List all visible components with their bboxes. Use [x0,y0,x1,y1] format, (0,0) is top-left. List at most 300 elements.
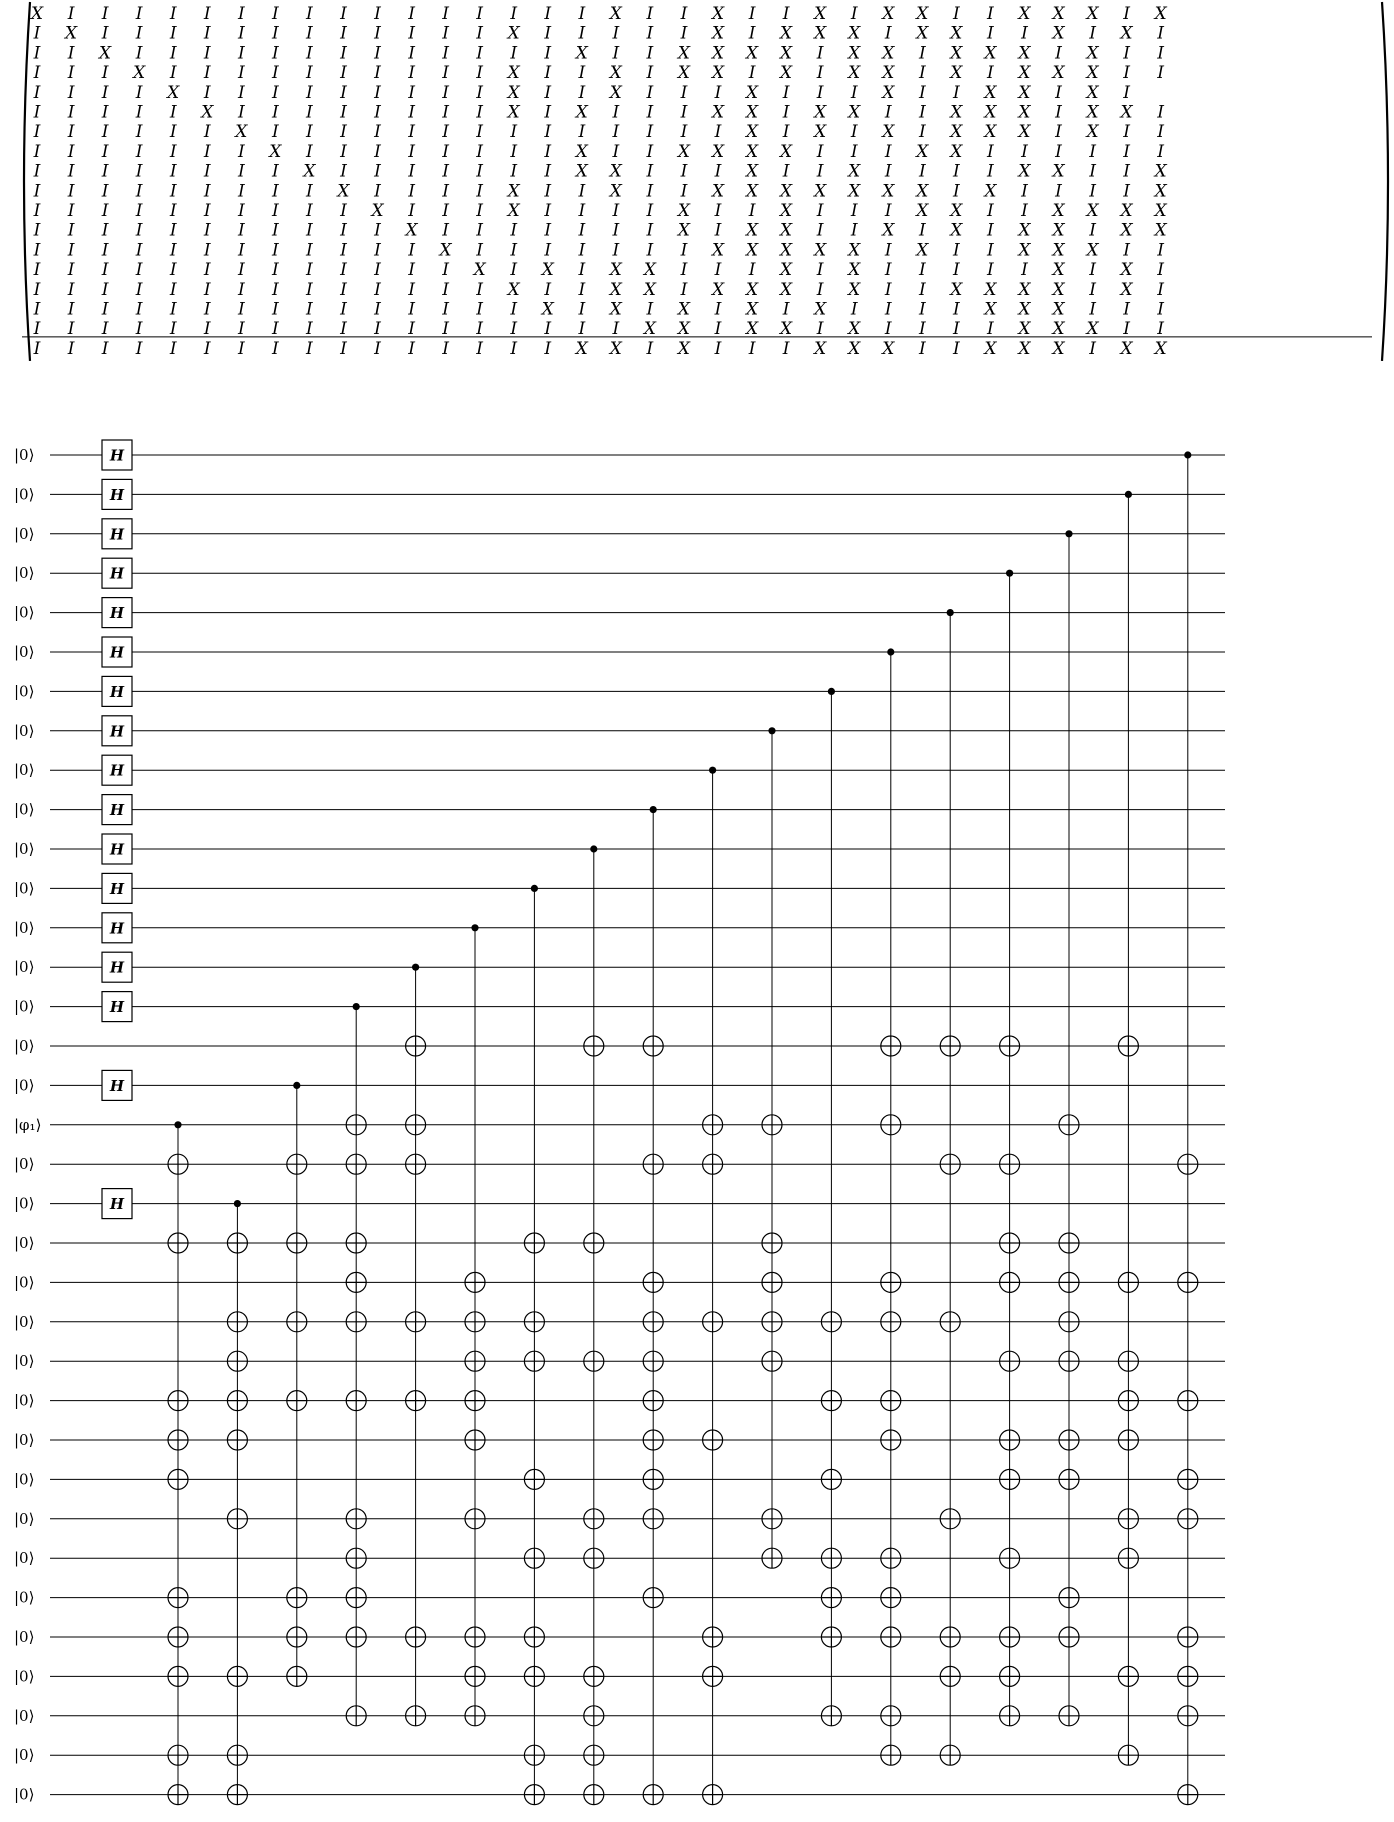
matrix-cell: X [745,299,759,320]
matrix-cell: I [816,63,824,84]
matrix-cell: I [340,4,347,24]
matrix-cell: X [30,4,44,24]
matrix-cell: I [884,201,892,221]
matrix-cell: I [33,181,41,202]
matrix-cell: I [203,220,211,241]
matrix-cell: I [646,299,654,320]
matrix-cell: X [1052,240,1065,261]
matrix-cell: I [510,220,518,241]
matrix-cell: I [680,181,688,202]
input-ket-label: |0⟩ [14,840,35,858]
matrix-cell: I [748,260,756,281]
matrix-cell: I [850,201,858,221]
hadamard-gate-label: H [109,643,125,662]
matrix-cell: X [711,240,725,261]
matrix-cell: I [544,201,552,221]
matrix-cell: I [33,122,41,143]
matrix-cell: I [442,63,449,84]
matrix-cell: X [814,4,827,24]
matrix-cell: I [271,319,279,340]
matrix-cell: X [677,141,691,162]
matrix-cell: I [612,43,620,64]
matrix-cell: X [984,299,997,320]
matrix-cell: I [67,122,75,143]
matrix-cell: I [442,43,449,64]
matrix-cell: I [408,4,415,24]
input-ket-label: |0⟩ [14,879,35,898]
matrix-cell: I [203,201,211,221]
matrix-cell: X [950,63,963,84]
matrix-cell: I [544,220,552,241]
matrix-cell: I [306,338,313,359]
matrix-cell: I [646,141,654,162]
matrix-cell: X [1018,161,1031,182]
hadamard-gate-label: H [109,919,125,938]
matrix-cell: X [1018,279,1031,300]
matrix-cell: X [745,220,759,241]
matrix-cell: I [374,319,381,340]
matrix-cell: I [169,181,177,202]
input-ket-label: |0⟩ [14,1352,35,1371]
input-ket-label: |0⟩ [14,643,35,661]
matrix-cell: X [882,338,895,359]
matrix-cell: X [1086,63,1099,84]
matrix-cell: I [237,23,245,44]
matrix-cell: X [745,82,759,103]
matrix-cell: X [916,181,929,202]
matrix-cell: I [203,279,211,300]
matrix-cell: I [340,141,347,162]
matrix-cell: I [782,161,790,182]
matrix-cell: I [476,240,484,261]
matrix-cell: I [578,201,586,221]
matrix-cell: I [101,141,109,162]
matrix-cell: X [1052,319,1065,340]
matrix-cell: I [1089,23,1096,44]
matrix-cell: I [67,181,75,202]
matrix-cell: X [1052,161,1065,182]
matrix-cell: X [303,161,316,182]
matrix-cell: I [646,201,654,221]
matrix-cell: X [745,122,759,143]
control-dot [412,964,419,971]
matrix-cell: X [780,220,793,241]
matrix-cell: X [745,181,759,202]
matrix-cell: I [306,201,313,221]
matrix-cell: I [1157,240,1165,261]
matrix-cell: I [374,141,381,162]
matrix-cell: I [169,240,177,261]
matrix-cell: I [169,338,177,359]
matrix-cell: X [609,299,622,320]
matrix-cell: I [169,260,177,281]
control-dot [1125,491,1132,498]
matrix-cell: I [782,82,790,103]
matrix-cell: X [882,82,895,103]
matrix-cell: X [235,122,248,143]
matrix-cell: I [340,63,347,84]
input-ket-label: |0⟩ [14,1431,35,1449]
matrix-cell: I [442,102,449,123]
matrix-cell: I [408,102,415,123]
matrix-cell: X [916,23,929,44]
input-ket-label: |0⟩ [14,1746,35,1765]
matrix-cell: I [1021,141,1028,162]
matrix-cell: I [987,319,994,340]
matrix-cell: X [950,122,963,143]
matrix-cell: X [780,319,793,340]
matrix-cell: I [1021,23,1028,44]
matrix-cell: I [544,161,552,182]
cnot-column [1059,530,1079,1726]
input-ket-label: |0⟩ [14,918,35,937]
matrix-cell: I [237,63,245,84]
matrix-cell: I [33,82,41,103]
matrix-cell: I [374,338,381,359]
matrix-cell: I [1089,299,1096,320]
matrix-cell: X [1018,43,1031,64]
matrix-cell: I [646,4,654,24]
matrix-cell: I [884,102,892,123]
matrix-cell: I [306,63,313,84]
matrix-cell: I [544,43,552,64]
matrix-cell: I [1123,141,1130,162]
matrix-cell: I [306,279,313,300]
matrix-cell: I [374,102,381,123]
matrix-cell: X [575,43,588,64]
hadamard-gate-label: H [109,722,125,741]
matrix-cell: I [135,299,143,320]
matrix-cell: I [67,102,75,123]
matrix-cell: X [575,102,588,123]
matrix-right-bracket [1382,2,1388,361]
matrix-cell: X [1154,338,1167,359]
matrix-cell: X [609,82,622,103]
matrix-cell: X [677,220,691,241]
matrix-cell: I [1123,240,1130,261]
matrix-cell: I [816,279,824,300]
matrix-cell: I [374,23,381,44]
matrix-cell: X [882,43,895,64]
matrix-cell: X [1120,220,1133,241]
matrix-cell: I [884,279,892,300]
matrix-cell: I [237,43,245,64]
matrix-cell: I [340,82,347,103]
matrix-cell: I [612,319,620,340]
matrix-cell: X [916,4,929,24]
matrix-cell: X [848,260,861,281]
matrix-cell: I [646,23,654,44]
matrix-cell: I [918,43,926,64]
matrix-cell: X [269,141,282,162]
matrix-cell: I [680,4,688,24]
matrix-cell: X [643,260,656,281]
matrix-cell: I [237,102,245,123]
matrix-cell: X [507,201,520,221]
matrix-cell: X [609,279,622,300]
matrix-cell: I [987,141,994,162]
matrix-cell: I [33,299,41,320]
matrix-cell: I [67,63,75,84]
matrix-cell: I [306,319,313,340]
matrix-cell: I [340,338,347,359]
matrix-cell: I [306,23,313,44]
matrix-cell: I [306,4,313,24]
matrix-cell: I [1089,220,1096,241]
matrix-cell: I [544,279,552,300]
control-dot [353,1003,360,1010]
matrix-cell: I [816,220,824,241]
matrix-cell: I [169,299,177,320]
matrix-cell: I [952,299,960,320]
matrix-cell: I [340,43,347,64]
matrix-cell: I [442,181,449,202]
matrix-cell: I [544,23,552,44]
matrix-cell: I [850,4,858,24]
matrix-cell: I [271,181,279,202]
matrix-cell: I [67,141,75,162]
matrix-cell: X [1120,23,1133,44]
matrix-cell: X [1018,240,1031,261]
matrix-cell: I [203,240,211,261]
matrix-cell: I [646,220,654,241]
matrix-cell: X [1018,102,1031,123]
cnot-column [940,609,960,1765]
matrix-cell: X [1086,82,1099,103]
input-ket-label: |0⟩ [14,1273,35,1292]
matrix-cell: I [1089,260,1096,281]
matrix-cell: I [510,141,518,162]
matrix-cell: I [987,260,994,281]
matrix-cell: I [782,102,790,123]
matrix-cell: I [374,122,381,143]
matrix-cell: I [612,23,620,44]
matrix-cell: I [237,141,245,162]
matrix-cell: X [711,102,725,123]
matrix-cell: I [748,4,756,24]
gate-columns [168,451,1198,1804]
matrix-cell: X [405,220,418,241]
matrix-cell: I [306,240,313,261]
matrix-cell: I [33,279,41,300]
matrix-cell: X [916,201,929,221]
matrix-cell: X [711,23,725,44]
matrix-cell: I [680,279,688,300]
matrix-cell: I [646,82,654,103]
matrix-cell: I [271,260,279,281]
matrix-cell: X [1120,279,1133,300]
matrix-cell: I [918,102,926,123]
matrix-cell: X [848,181,861,202]
matrix-cell: I [408,161,415,182]
matrix-cell: X [745,161,759,182]
matrix-cell: I [442,161,449,182]
matrix-cell: I [612,240,620,261]
matrix-cell: I [578,220,586,241]
input-ket-label: |0⟩ [14,485,35,504]
matrix-cell: X [507,63,520,84]
matrix-cell: X [984,338,997,359]
matrix-cell: I [306,43,313,64]
matrix-cell: X [1086,102,1099,123]
matrix-cell: I [33,319,41,340]
matrix-cell: X [507,82,520,103]
matrix-cell: I [408,141,415,162]
matrix-cell: I [203,23,211,44]
matrix-cell: I [408,299,415,320]
hadamard-gate-label: H [109,1076,125,1095]
matrix-cell: I [850,122,858,143]
matrix-cell: X [814,338,827,359]
matrix-cell: I [408,181,415,202]
matrix-cell: X [848,338,861,359]
matrix-cell: I [884,319,892,340]
matrix-cell: I [476,338,484,359]
matrix-cell: X [882,181,895,202]
matrix-cell: I [476,82,484,103]
matrix-cell: I [135,279,143,300]
matrix-cell: X [1052,201,1065,221]
matrix-cell: I [67,299,75,320]
matrix-cell: I [237,82,245,103]
matrix-cell: X [745,279,759,300]
matrix-cell: I [33,23,41,44]
matrix-cell: I [374,181,381,202]
matrix-cell: I [271,338,279,359]
matrix-cell: I [169,201,177,221]
matrix-cell: I [408,260,415,281]
matrix-cell: X [677,319,691,340]
matrix-cell: I [442,82,449,103]
matrix-cell: I [476,181,484,202]
matrix-cell: I [374,43,381,64]
matrix-cell: X [1154,4,1167,24]
matrix-cell: I [510,43,518,64]
matrix-cell: I [1089,279,1096,300]
cnot-column [227,1200,247,1805]
matrix-cell: X [507,279,520,300]
matrix-cell: I [33,201,41,221]
matrix-cell: I [101,23,109,44]
matrix-cell: I [680,82,688,103]
matrix-cell: I [476,141,484,162]
matrix-cell: X [745,319,759,340]
matrix-cell: I [237,260,245,281]
input-ket-label: |0⟩ [14,603,35,622]
matrix-cell: I [33,338,41,359]
matrix-cell: I [237,220,245,241]
matrix-cell: I [101,122,109,143]
matrix-cell: I [1055,122,1062,143]
matrix-cell: X [882,122,895,143]
matrix-cell: X [1120,260,1133,281]
matrix-cell: X [609,161,622,182]
matrix-cell: I [340,122,347,143]
matrix-cell: I [135,161,143,182]
matrix-cell: X [337,181,350,202]
matrix-cell: I [578,299,586,320]
matrix-cell: I [271,4,279,24]
matrix-cell: I [33,260,41,281]
matrix-cell: I [646,122,654,143]
matrix-cell: I [271,279,279,300]
matrix-cell: I [340,319,347,340]
matrix-cell: I [169,161,177,182]
matrix-cell: I [67,201,75,221]
matrix-cell: X [745,43,759,64]
matrix-cell: I [680,102,688,123]
matrix-cell: I [850,82,858,103]
matrix-cell: I [646,338,654,359]
matrix-cell: X [882,220,895,241]
matrix-cell: I [374,161,381,182]
matrix-cell: I [408,63,415,84]
matrix-cell: X [1052,23,1065,44]
matrix-cell: I [203,4,211,24]
matrix-cell: I [1157,102,1165,123]
matrix-cell: I [271,299,279,320]
matrix-cell: X [677,43,691,64]
matrix-cell: I [952,319,960,340]
matrix-cell: I [714,260,722,281]
matrix-cell: X [882,4,895,24]
matrix-cell: I [918,161,926,182]
control-dot [174,1121,181,1128]
matrix-cell: I [271,161,279,182]
matrix-cell: I [135,338,143,359]
matrix-cell: I [203,299,211,320]
matrix-cell: I [476,201,484,221]
matrix-cell: I [101,220,109,241]
hadamard-gate-label: H [109,564,125,583]
matrix-cell: I [135,82,143,103]
matrix-cell: I [237,240,245,261]
matrix-cell: X [780,279,793,300]
matrix-cell: I [67,260,75,281]
matrix-cell: X [848,23,861,44]
matrix-cell: X [507,102,520,123]
matrix-cell: X [1018,122,1031,143]
matrix-cell: I [816,201,824,221]
matrix-cell: I [203,43,211,64]
input-ket-label: |0⟩ [14,564,35,583]
matrix-cell: I [544,122,552,143]
matrix-cell: X [473,260,486,281]
matrix-cell: X [848,319,861,340]
input-ket-label: |0⟩ [14,761,35,780]
control-dot [234,1200,241,1207]
matrix-cell: X [609,63,622,84]
matrix-cell: I [169,122,177,143]
matrix-cell: X [1018,319,1031,340]
matrix-cell: X [507,181,520,202]
matrix-cell: I [714,161,722,182]
matrix-cell: I [374,63,381,84]
matrix-cell: I [918,63,926,84]
matrix-cell: I [884,161,892,182]
matrix-cell: X [780,23,793,44]
matrix-cell: I [884,299,892,320]
matrix-cell: I [33,220,41,241]
matrix-cell: I [340,279,347,300]
matrix-cell: I [442,319,449,340]
matrix-cell: X [780,63,793,84]
matrix-cell: I [987,220,994,241]
matrix-cell: X [711,63,725,84]
matrix-cell: I [306,260,313,281]
matrix-cell: X [99,43,112,64]
matrix-cell: I [918,82,926,103]
